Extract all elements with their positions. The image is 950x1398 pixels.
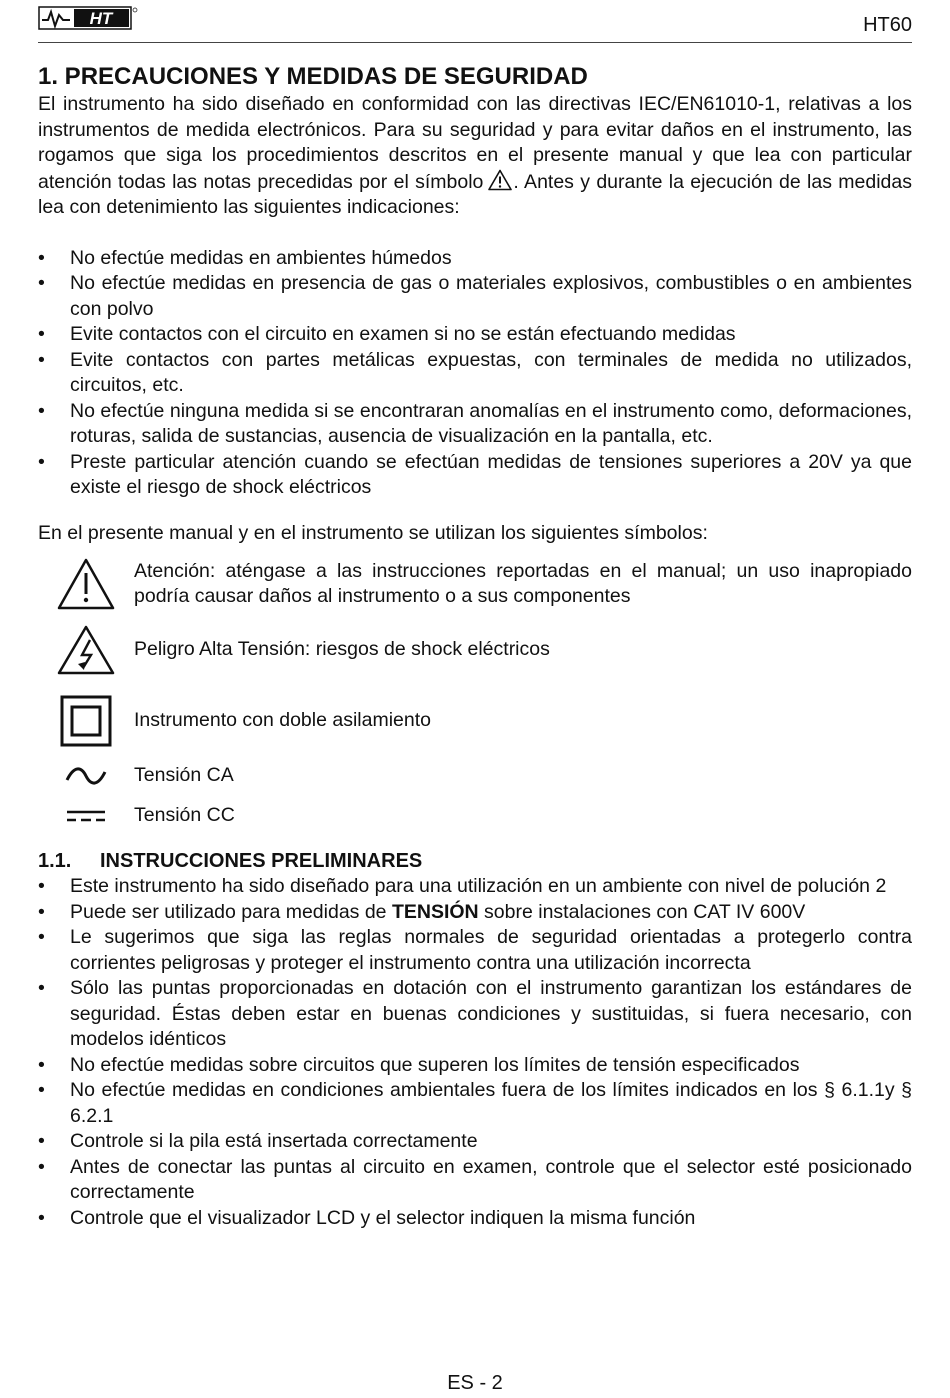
section-title: 1. PRECAUCIONES Y MEDIDAS DE SEGURIDAD [38,63,588,90]
high-voltage-icon [38,624,134,676]
list-item: • Antes de conectar las puntas al circuito en examen, controle que el selector esté posicionado correctamente [38,1155,912,1206]
list-item: • Sólo las puntas proporcionadas en dotación con el instrumento garantizan los estándares de seguridad. Éstas deben estar en buenas condiciones y sustituidas, si fuera necesario, con modelos idénticos [38,976,912,1053]
symbol-row [38,758,912,794]
symbols-intro: En el presente manual y en el instrumento se utilizan los siguientes símbolos: [38,521,708,544]
symbol-description: Atención: aténgase a las instrucciones reportadas en el manual; un uso inapropiado podría causar daños al instrumento o a sus componentes [134,559,912,607]
list-item: • Evite contactos con el circuito en examen si no se están efectuando medidas [38,322,912,348]
list-item: • Le sugerimos que siga las reglas normales de seguridad orientadas a protegerlo contra corrientes peligrosas y proteger el instrumento contra una utilización incorrecta [38,925,912,976]
subsection-number: 1.1. [38,850,72,872]
symbol-description: Tensión CC [134,804,235,827]
intro-paragraph: El instrumento ha sido diseñado en conformidad con las directivas IEC/EN61010-1, relativas a los instrumentos de medida electrónicos. Para su seguridad y para evitar daños en el instrumento, las rogamos que siga los procedimientos descritos en el presente manual y que lea con particular atención todas las notas precedidas por el símbolo . Antes y durante la ejecución de las medidas lea con detenimiento las siguientes indicaciones: [38,93,912,218]
model-name: HT60 [863,14,912,36]
symbol-description: Peligro Alta Tensión: riesgos de shock eléctricos [134,638,550,661]
ht-logo [38,6,138,32]
list-item: • No efectúe ninguna medida si se encontraran anomalías en el instrumento como, deformaciones, roturas, salida de sustancias, ausencia de visualización en la pantalla, etc. [38,399,912,450]
list-item: • No efectúe medidas en ambientes húmedos [38,246,912,272]
symbol-description: Tensión CA [134,764,234,787]
ac-voltage-icon [38,764,134,788]
symbols-list [38,554,912,834]
page-header [38,0,912,43]
bold-term: TENSIÓN [391,900,479,923]
list-item: • Controle que el visualizador LCD y el selector indiquen la misma función [38,1206,912,1232]
list-item: • Preste particular atención cuando se efectúan medidas de tensiones superiores a 20V ya que existe el riesgo de shock eléctricos [38,450,912,501]
safety-bullet-list [38,246,912,501]
symbol-row [38,798,912,834]
list-item: • No efectúe medidas en presencia de gas o materiales explosivos, combustibles o en ambientes con polvo [38,271,912,322]
list-item: • Evite contactos con partes metálicas expuestas, con terminales de medida no utilizados, circuitos, etc. [38,348,912,399]
subsection-title [38,848,912,874]
symbol-description: Instrumento con doble asilamiento [134,709,432,732]
list-item: • No efectúe medidas en condiciones ambientales fuera de los límites indicados en los § 6.1.1y § 6.2.1 [38,1078,912,1129]
svg-text:HT: HT [89,9,113,28]
page-content [38,62,912,1231]
list-item: • Este instrumento ha sido diseñado para una utilización en un ambiente con nivel de polución 2 [38,874,912,900]
symbol-row [38,554,912,614]
page-number: ES - 2 [447,1372,503,1394]
list-item: • No efectúe medidas sobre circuitos que superen los límites de tensión especificados [38,1053,912,1079]
symbol-row [38,622,912,678]
list-item: • Controle si la pila está insertada correctamente [38,1129,912,1155]
preliminary-bullet-list [38,874,912,1231]
warning-triangle-icon [488,169,512,191]
dc-voltage-icon [38,808,134,824]
warning-triangle-icon [38,557,134,611]
subsection-heading: INSTRUCCIONES PRELIMINARES [100,850,423,872]
list-item: • Puede ser utilizado para medidas de TENSIÓN sobre instalaciones con CAT IV 600V [38,900,912,926]
symbol-row [38,692,912,750]
double-insulation-icon [38,695,134,747]
